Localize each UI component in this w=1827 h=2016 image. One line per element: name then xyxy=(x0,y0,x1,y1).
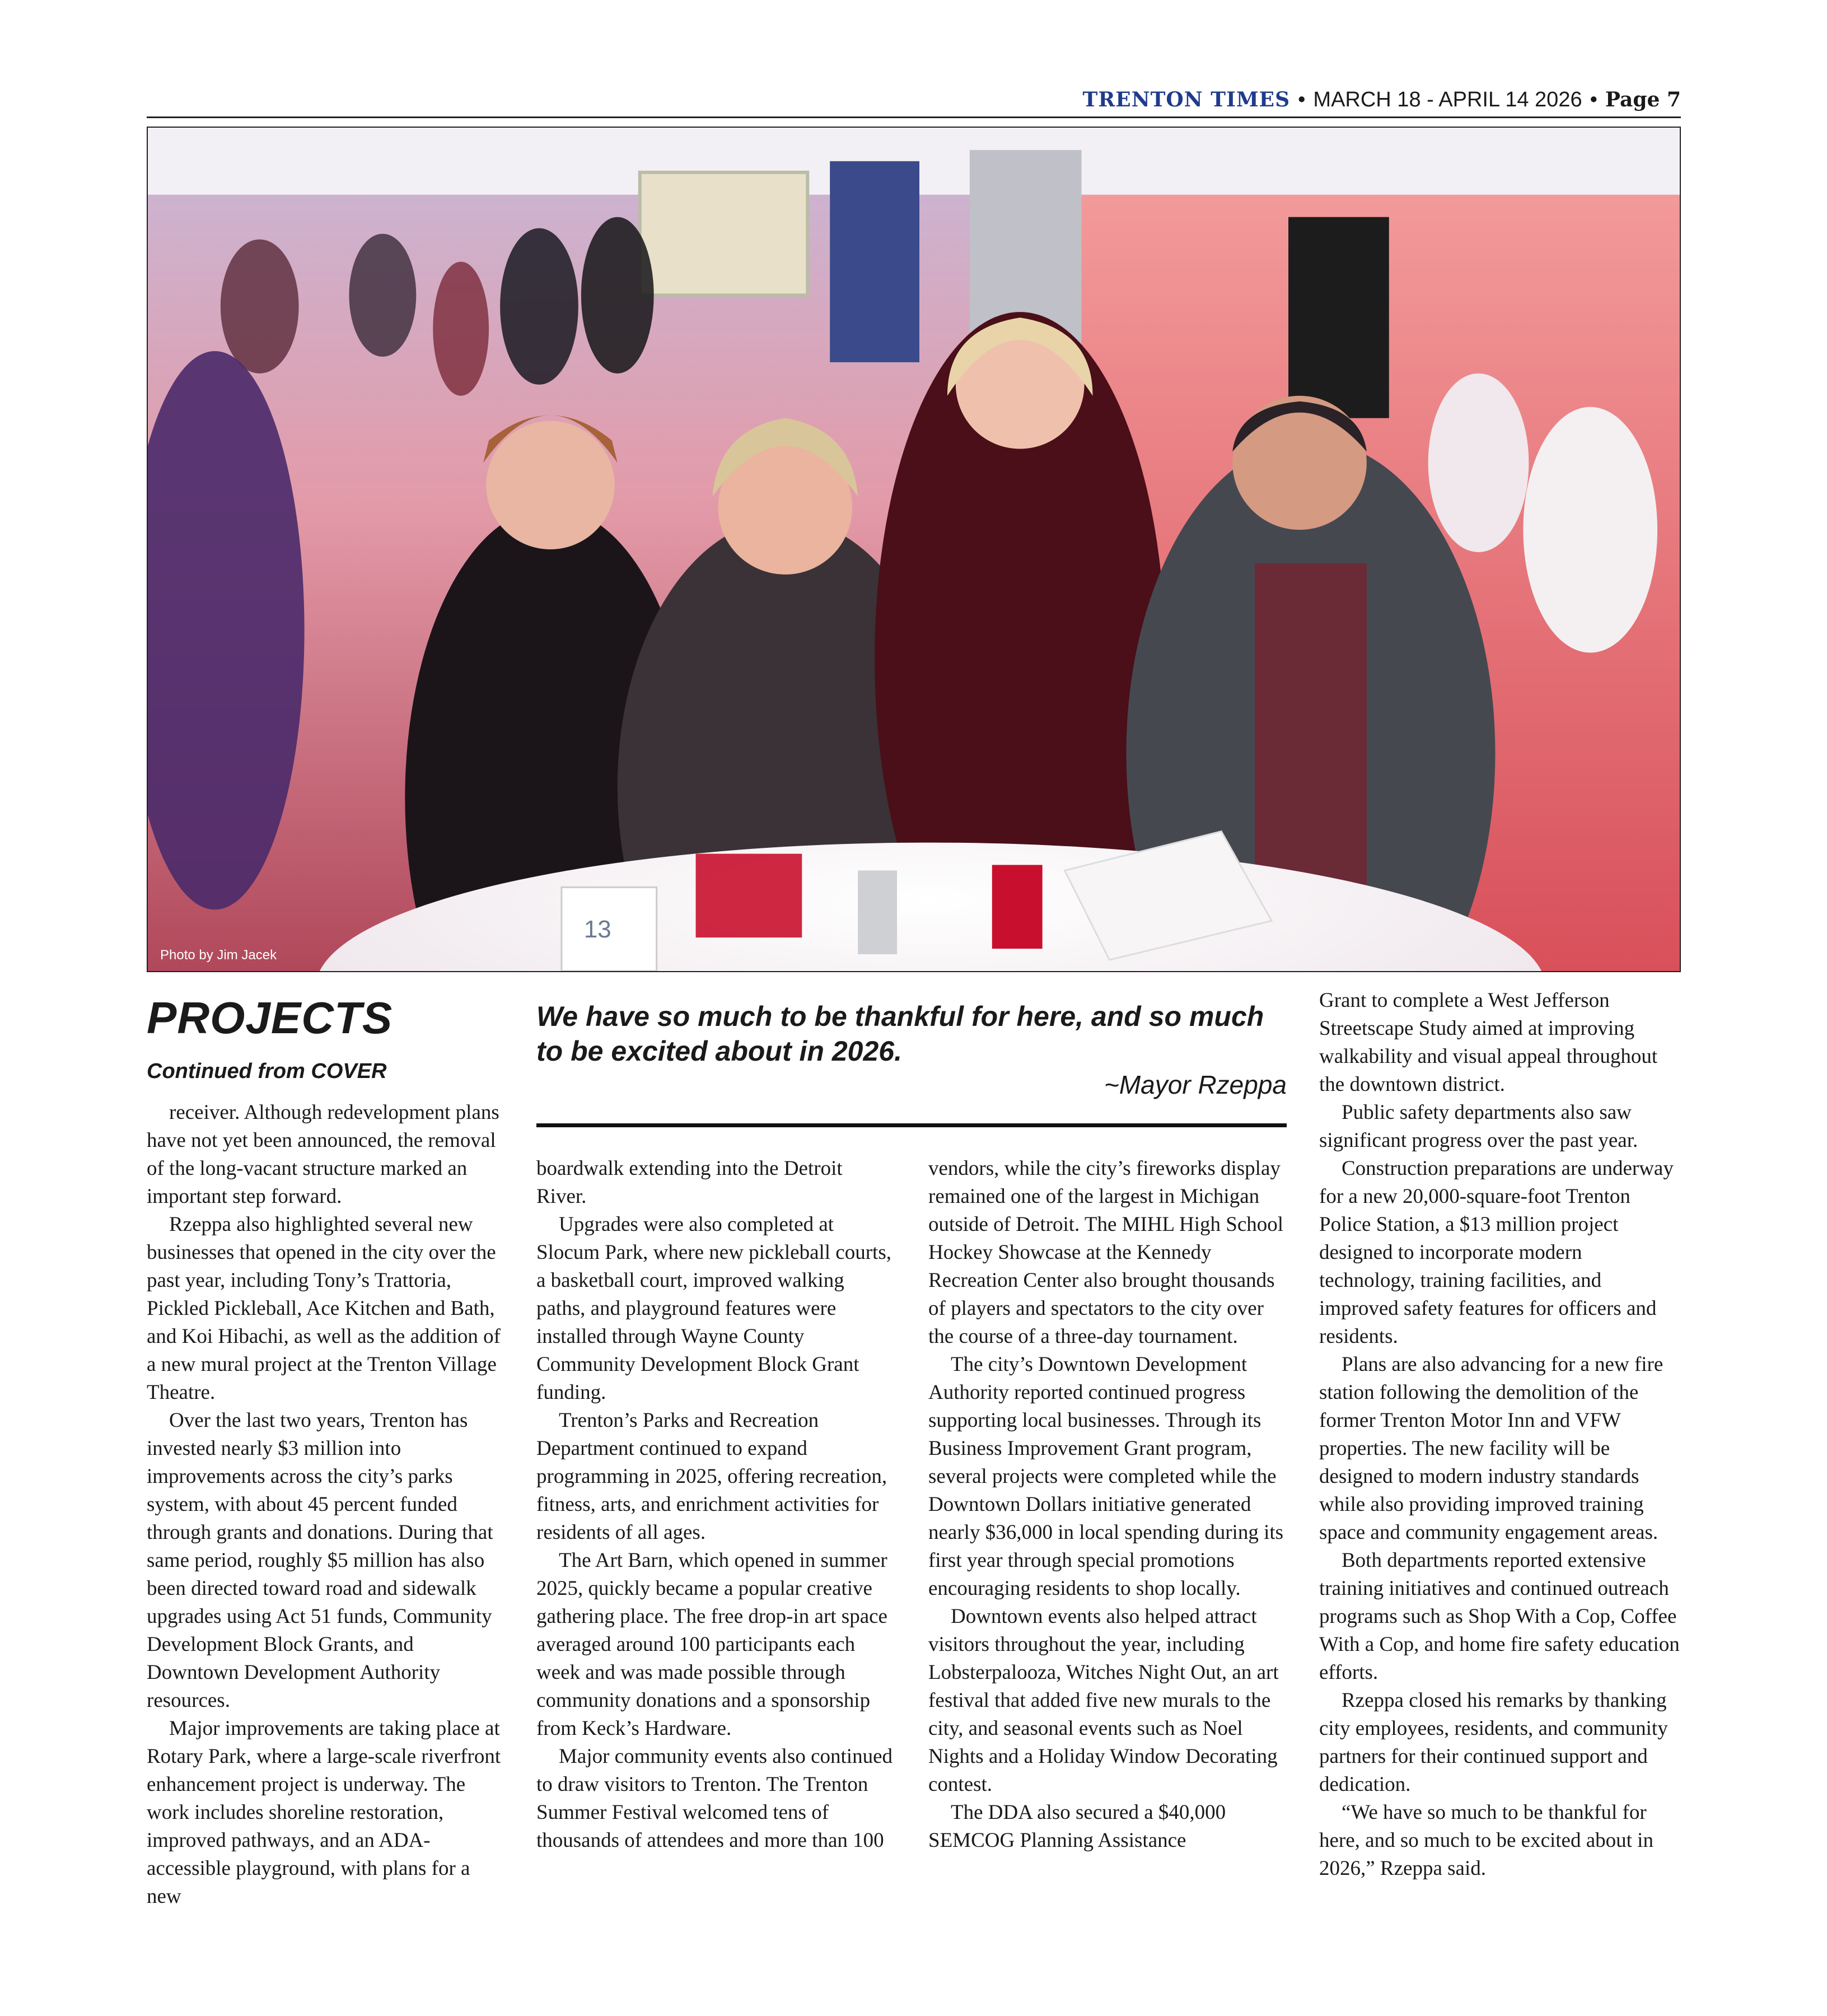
paragraph: Over the last two years, Trenton has invested nearly $3 million into improvements across the city’s parks system, with about 45 percent funded through grants and donations. During that same period, roughly $5 million has also been directed toward road and sidewalk upgrades using Act 51 funds, Community Development Block Grants, and Downtown Development Authority resources. xyxy=(147,1409,493,1712)
page-number: Page 7 xyxy=(1605,88,1681,111)
photo-illustration xyxy=(148,128,1680,971)
header-rule xyxy=(147,116,1681,118)
article-headline: PROJECTS xyxy=(147,993,393,1043)
article-column-2 xyxy=(536,1155,895,1855)
issue-date: MARCH 18 - APRIL 14 2026 xyxy=(1313,87,1582,111)
paragraph: vendors, while the city’s fireworks display remained one of the largest in Michigan outside of Detroit. The MIHL High School Hockey Showcase at the Kennedy Recreation Center also brought thousands of players and spectators to the city over the course of a three-day tournament. xyxy=(928,1157,1284,1348)
paragraph: Construction preparations are underway for a new 20,000-square-foot Trenton Police Station, a $13 million project designed to incorporate modern technology, training facilities, and improved safety features for officers and residents. xyxy=(1319,1157,1674,1348)
paragraph: Plans are also advancing for a new fire station following the demolition of the former Trenton Motor Inn and VFW properties. The new facility will be designed to modern industry standards while also providing improved training space and community engagement areas. xyxy=(1319,1353,1664,1544)
pull-quote-rule xyxy=(536,1123,1287,1127)
paragraph: The city’s Downtown Development Authority reported continued progress supporting local businesses. Through its Business Improvement Grant program, several projects were completed while the Downtown Dollars initiative generated nearly $36,000 in local spending during its first year through special promotions encouraging residents to shop locally. xyxy=(928,1353,1284,1600)
publication-name: TRENTON TIMES xyxy=(1082,88,1291,111)
paragraph: receiver. Although redevelopment plans have not yet been announced, the removal of the long-vacant structure marked an important step forward. xyxy=(147,1101,499,1208)
paragraph: Rzeppa also highlighted several new businesses that opened in the city over the past year, including Tony’s Trattoria, Pickled Pickleball, Ace Kitchen and Bath, and Koi Hibachi, as well as the addition of a new mural project at the Trenton Village Theatre. xyxy=(147,1213,501,1404)
paragraph: Downtown events also helped attract visitors throughout the year, including Lobsterpalooza, Witches Night Out, an art festival that added five new murals to the city, and seasonal events such as Noel Nights and a Holiday Window Decorating contest. xyxy=(928,1605,1279,1796)
table-number: 13 xyxy=(583,916,611,944)
event-photo xyxy=(147,127,1681,972)
article-subhead: Continued from COVER xyxy=(147,1060,387,1083)
paragraph: Major improvements are taking place at Rotary Park, where a large-scale riverfront enhancement project is underway. The work includes shoreline restoration, improved pathways, and an ADA-accessible playground, with plans for a new xyxy=(147,1717,501,1908)
header-bullet: • xyxy=(1590,88,1597,111)
article-column-4 xyxy=(1319,987,1683,1883)
paragraph: Upgrades were also completed at Slocum Park, where new pickleball courts, a basketball court, improved walking paths, and playground features were installed through Wayne County Community Development Block Grant funding. xyxy=(536,1213,891,1404)
paragraph: Trenton’s Parks and Recreation Department continued to expand programming in 2025, offering recreation, fitness, arts, and enrichment activities for residents of all ages. xyxy=(536,1409,887,1544)
paragraph: Major community events also continued to draw visitors to Trenton. The Trenton Summer Festival welcomed tens of thousands of attendees and more than 100 xyxy=(536,1745,893,1852)
page-header xyxy=(147,84,1681,115)
pull-quote-attribution: ~Mayor Rzeppa xyxy=(1104,1070,1287,1099)
paragraph: Grant to complete a West Jefferson Streetscape Study aimed at improving walkability and visual appeal throughout the downtown district. xyxy=(1319,989,1658,1096)
photo-credit: Photo by Jim Jacek xyxy=(160,948,277,963)
article-column-3 xyxy=(928,1155,1287,1855)
paragraph: Public safety departments also saw significant progress over the past year. xyxy=(1319,1101,1638,1152)
paragraph: Rzeppa closed his remarks by thanking city employees, residents, and community partners for their continued support and dedication. xyxy=(1319,1689,1668,1796)
header-bullet: • xyxy=(1298,88,1306,111)
paragraph: The DDA also secured a $40,000 SEMCOG Planning Assistance xyxy=(928,1801,1226,1852)
paragraph: Both departments reported extensive training initiatives and continued outreach programs such as Shop With a Cop, Coffee With a Cop, and home fire safety education efforts. xyxy=(1319,1549,1680,1684)
article-column-1 xyxy=(147,1099,505,1911)
pull-quote: We have so much to be thankful for here, and so much to be excited about in 2026. xyxy=(536,1001,1264,1067)
paragraph: The Art Barn, which opened in summer 2025, quickly became a popular creative gathering place. The free drop-in art space averaged around 100 participants each week and was made possible through community donations and a sponsorship from Keck’s Hardware. xyxy=(536,1549,887,1740)
paragraph: “We have so much to be thankful for here, and so much to be excited about in 2026,” Rzeppa said. xyxy=(1319,1801,1653,1880)
paragraph: boardwalk extending into the Detroit River. xyxy=(536,1157,843,1208)
